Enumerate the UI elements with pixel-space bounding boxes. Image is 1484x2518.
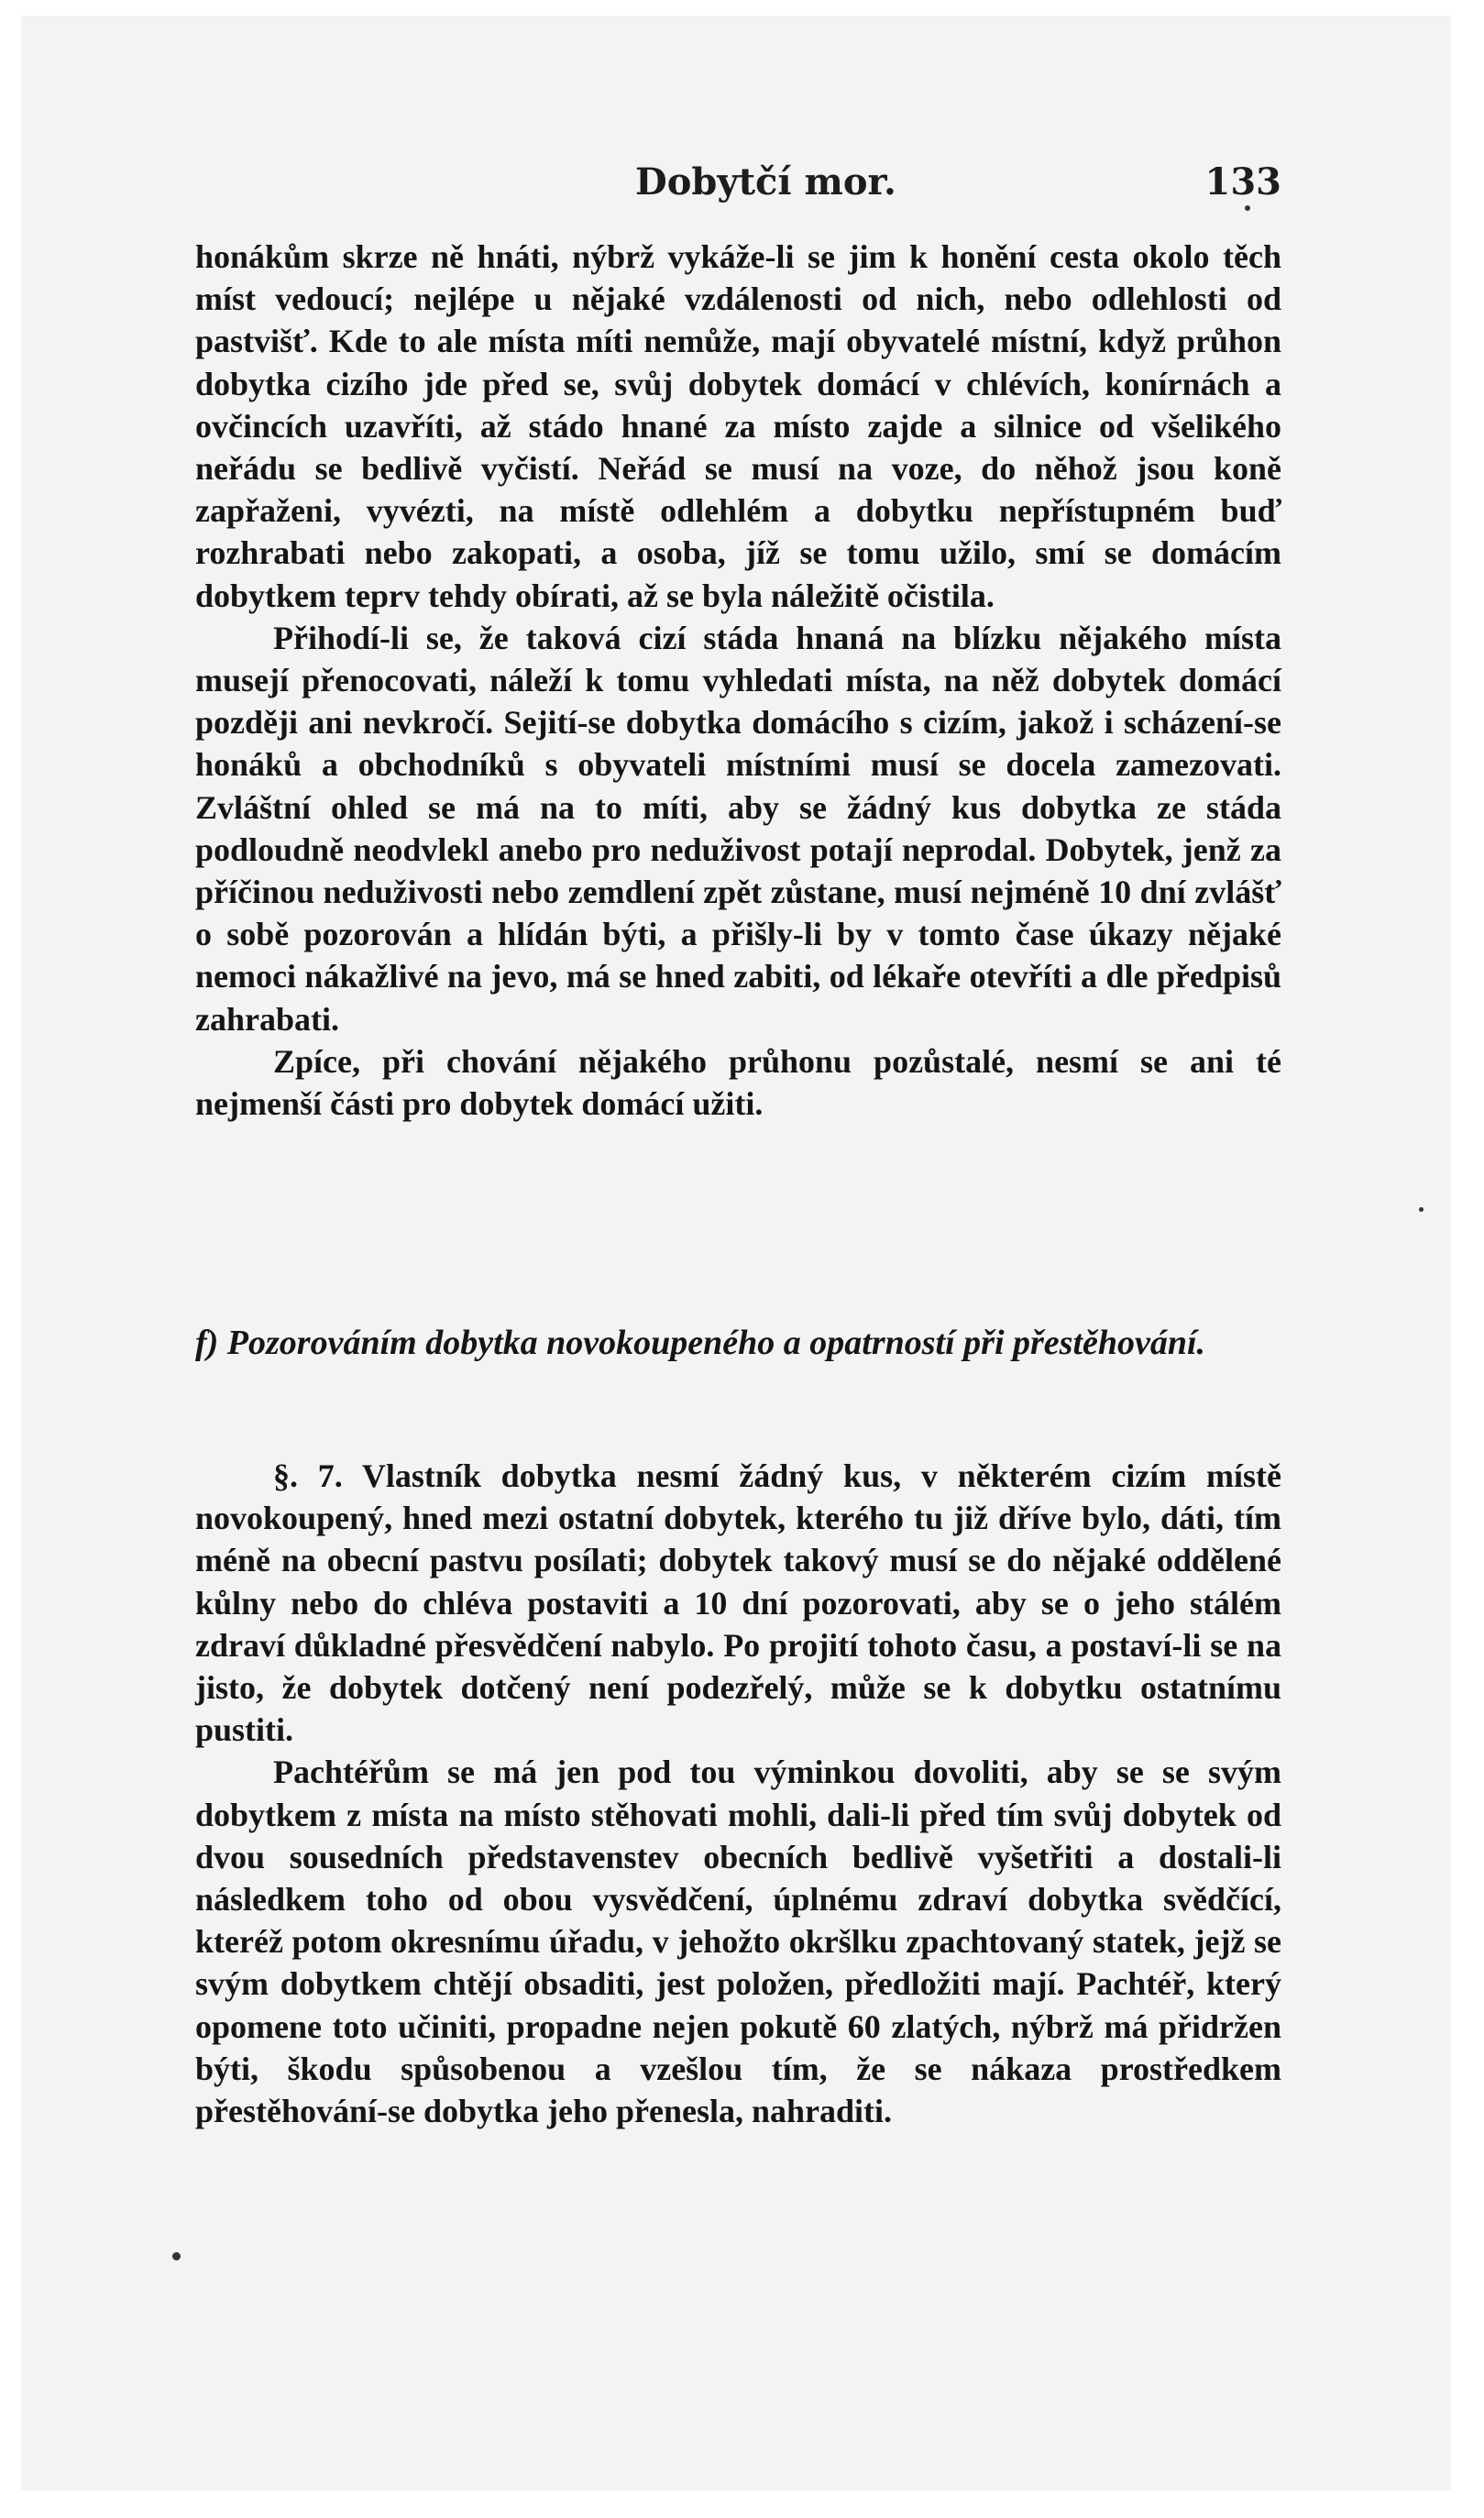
- body-text: [195, 236, 1281, 1125]
- paragraph-2: Přihodí-li se, že taková cizí stáda hnaná na blízku nějakého místa musejí přenocovati, náleží k tomu vyhledati místa, na něž dobytek domácí později ani nevkročí. Sejití-se dobytka domácího s cizím, jakož i scházení-se honáků a obchodníků s obyvateli místními musí se docela zamezovati. Zvláštní ohled se má na to míti, aby se žádný kus dobytka ze stáda podloudně neodvlekl anebo pro neduživost potají neprodal. Dobytek, jenž za příčinou neduživosti nebo zemdlení zpět zůstane, musí nejméně 10 dní zvlášť o sobě pozorován a hlídán býti, a přišly-li by v tomto čase úkazy nějaké nemoci nákažlivé na jevo, má se hned zabiti, od lékaře otevříti a dle předpisů zahrabati.: [195, 619, 1281, 1038]
- paper-speck: [1245, 205, 1250, 211]
- paragraph-1: honákům skrze ně hnáti, nýbrž vykáže-li se jim k honění cesta okolo těch míst vedoucí; nejlépe u nějaké vzdálenosti od nich, nebo odlehlosti od pastvišť. Kde to ale místa míti nemůže, mají obyvatelé místní, když průhon dobytka cizího jde před se, svůj dobytek domácí v chlévích, konírnách a ovčincích uzavříti, až stádo hnané za místo zajde a silnice od všelikého neřádu se bedlivě vyčistí. Neřád se musí na voze, do něhož jsou koně zapřaženi, vyvézti, na místě odlehlém a dobytku nepřístupném buď rozhrabati nebo zakopati, a osoba, jíž se tomu užilo, smí se domácím dobytkem teprv tehdy obírati, až se byla náležitě očistila.: [195, 238, 1281, 614]
- paper-speck: [172, 2252, 181, 2260]
- running-title: Dobytčí mor.: [635, 160, 896, 203]
- book-page: [21, 16, 1451, 2491]
- paragraph-3: Zpíce, při chování nějakého průhonu pozůstalé, nesmí se ani té nejmenší části pro dobytek domácí užiti.: [195, 1042, 1281, 1123]
- page-number: 133: [1204, 160, 1281, 203]
- paper-speck: [1419, 1207, 1424, 1212]
- section-heading: f) Pozorováním dobytka novokoupeného a opatrností při přestěhování.: [195, 1324, 1206, 1362]
- page-header: [195, 153, 1281, 208]
- section-paragraph-1: §. 7. Vlastník dobytka nesmí žádný kus, v některém cizím místě novokoupený, hned mezi ostatní dobytek, kterého tu již dříve bylo, dáti, tím méně na obecní pastvu posílati; dobytek takový musí se do nějaké oddělené kůlny nebo do chléva postaviti a 10 dní pozorovati, aby se o jeho stálém zdraví důkladné přesvědčení nabylo. Po projití tohoto času, a postaví-li se na jisto, že dobytek dotčený není podezřelý, může se k dobytku ostatnímu pustiti.: [195, 1457, 1281, 1749]
- section-paragraph-2: Pachtéřům se má jen pod tou výminkou dovoliti, aby se se svým dobytkem z místa na místo stěhovati mohli, dali-li před tím svůj dobytek od dvou sousedních představenstev obecních bedlivě vyšetřiti a dostali-li následkem toho od obou vysvědčení, úplnému zdraví dobytka svědčící, kteréž potom okresnímu úřadu, v jehožto okršlku zpachtovaný statek, jejž se svým dobytkem chtějí obsaditi, jest položen, předložiti mají. Pachtéř, který opomene toto učiniti, propadne nejen pokutě 60 zlatých, nýbrž má přidržen býti, škodu spůsobenou a vzešlou tím, že se nákaza prostředkem přestěhování-se dobytka jeho přenesla, nahraditi.: [195, 1754, 1281, 2130]
- section-text: [195, 1455, 1281, 2132]
